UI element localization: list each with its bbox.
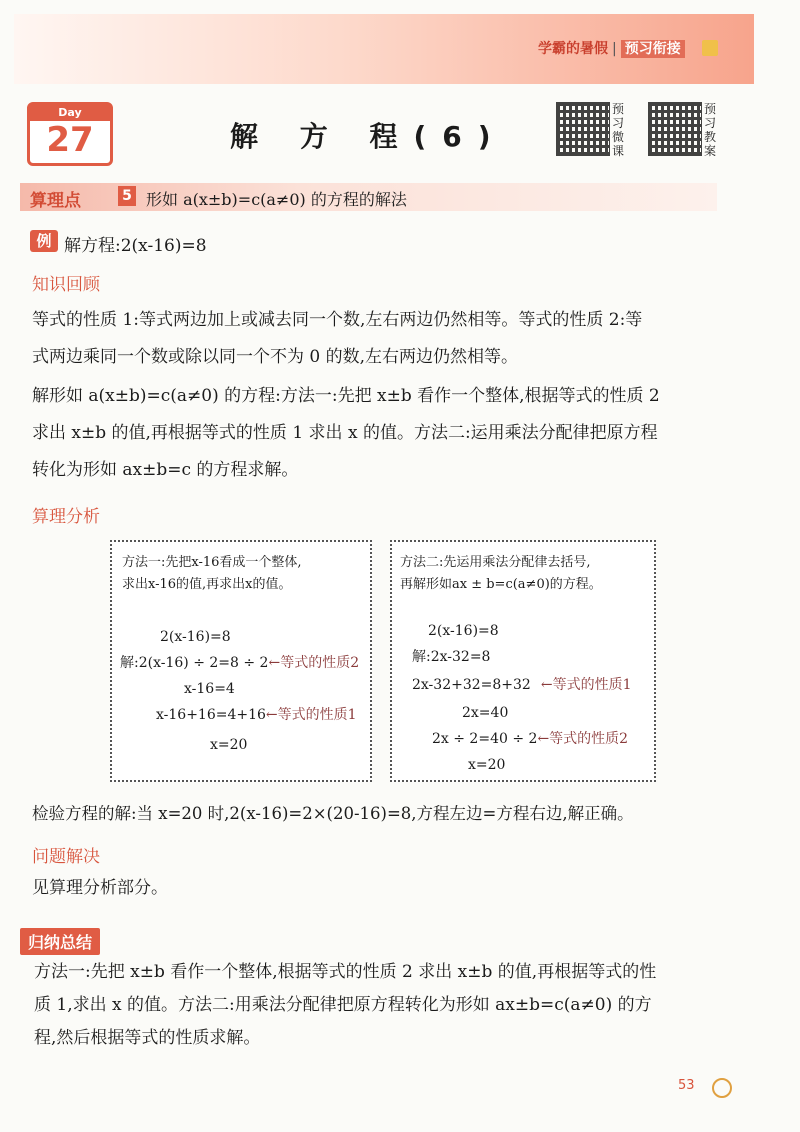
topic-tag: 算理点 [30,191,81,211]
solve-text: 见算理分析部分。 [32,878,168,898]
sun-icon [712,1078,732,1098]
example-icon: 例 [30,230,58,252]
page-title: 解 方 程(6) [230,120,507,153]
knowledge-paragraph-1 [32,302,722,376]
method-two-step-note: ←等式的性质2 [537,731,629,747]
method-one-step [120,650,359,676]
method-two-box [390,540,656,782]
header-sub: 预习衔接 [621,40,685,58]
qr-code-icon[interactable] [648,102,702,156]
knowledge-line: 转化为形如 ax±b=c 的方程求解。 [32,460,299,480]
example-text: 解方程:2(x-16)=8 [64,236,207,256]
qr-code-icon[interactable] [556,102,610,156]
method-one-step-note: ←等式的性质1 [265,707,357,723]
method-one-desc-1: 方法一:先把x-16看成一个整体, [122,555,302,570]
knowledge-paragraph-2 [32,378,722,489]
qr-label-2: 预习教案 [704,102,717,158]
method-one-step: 2(x-16)=8 [160,629,231,645]
method-one-step: x=20 [210,737,248,753]
method-two-desc-1: 方法二:先运用乘法分配律去括号, [400,555,591,570]
day-number: 27 [46,120,94,160]
method-one-desc-2: 求出x-16的值,再求出x的值。 [122,577,292,592]
method-one-step: x-16=4 [184,681,235,697]
summary-line: 程,然后根据等式的性质求解。 [34,1028,261,1048]
check-text: 检验方程的解:当 x=20 时,2(x-16)=2×(20-16)=8,方程左边=方程右边,解正确。 [32,804,634,823]
method-one-step-text: 解:2(x-16) ÷ 2=8 ÷ 2 [120,655,269,671]
method-two-step: 解:2x-32=8 [412,649,491,665]
topic-number: 5 [118,186,136,206]
header-logo-icon [702,40,718,56]
method-two-step-note: ←等式的性质1 [540,677,632,693]
day-badge [27,102,113,166]
analysis-heading: 算理分析 [32,507,100,527]
knowledge-line: 解形如 a(x±b)=c(a≠0) 的方程:方法一:先把 x±b 看作一个整体,根据等式的性质 2 [32,386,660,406]
method-two-step: x=20 [468,757,506,773]
knowledge-heading: 知识回顾 [32,275,100,295]
summary-line: 质 1,求出 x 的值。方法二:用乘法分配律把原方程转化为形如 ax±b=c(a≠0) 的方 [34,995,652,1015]
method-one-box [110,540,372,782]
summary-text [34,956,724,1055]
qr-label-1: 预习微课 [612,102,625,158]
day-label: Day [30,105,110,121]
method-two-step: 2(x-16)=8 [428,623,499,639]
method-one-step-text: x-16+16=4+16 [156,707,266,723]
topic-text: 形如 a(x±b)=c(a≠0) 的方程的解法 [146,190,407,209]
knowledge-line: 等式的性质 1:等式两边加上或减去同一个数,左右两边仍然相等。等式的性质 2:等 [32,310,643,330]
method-two-desc-2: 再解形如ax ± b=c(a≠0)的方程。 [400,577,602,592]
page-number: 53 [678,1078,695,1093]
solve-heading: 问题解决 [32,847,100,867]
header-label: 学霸的暑假 | 预习衔接 [532,38,691,60]
method-one-step-note: ←等式的性质2 [268,655,360,671]
method-two-step [432,726,628,752]
method-two-step: 2x=40 [462,705,509,721]
summary-tag: 归纳总结 [20,928,100,955]
method-two-step-text: 2x-32+32=8+32 [412,677,531,693]
knowledge-line: 式两边乘同一个数或除以同一个不为 0 的数,左右两边仍然相等。 [32,347,519,367]
knowledge-line: 求出 x±b 的值,再根据等式的性质 1 求出 x 的值。方法二:运用乘法分配律把原方程 [32,423,658,443]
method-one-step [156,702,357,728]
method-two-step [412,672,631,698]
method-two-step-text: 2x ÷ 2=40 ÷ 2 [432,731,538,747]
header-brand: 学霸的暑假 [538,41,608,57]
summary-line: 方法一:先把 x±b 看作一个整体,根据等式的性质 2 求出 x±b 的值,再根据等式的性 [34,962,657,982]
